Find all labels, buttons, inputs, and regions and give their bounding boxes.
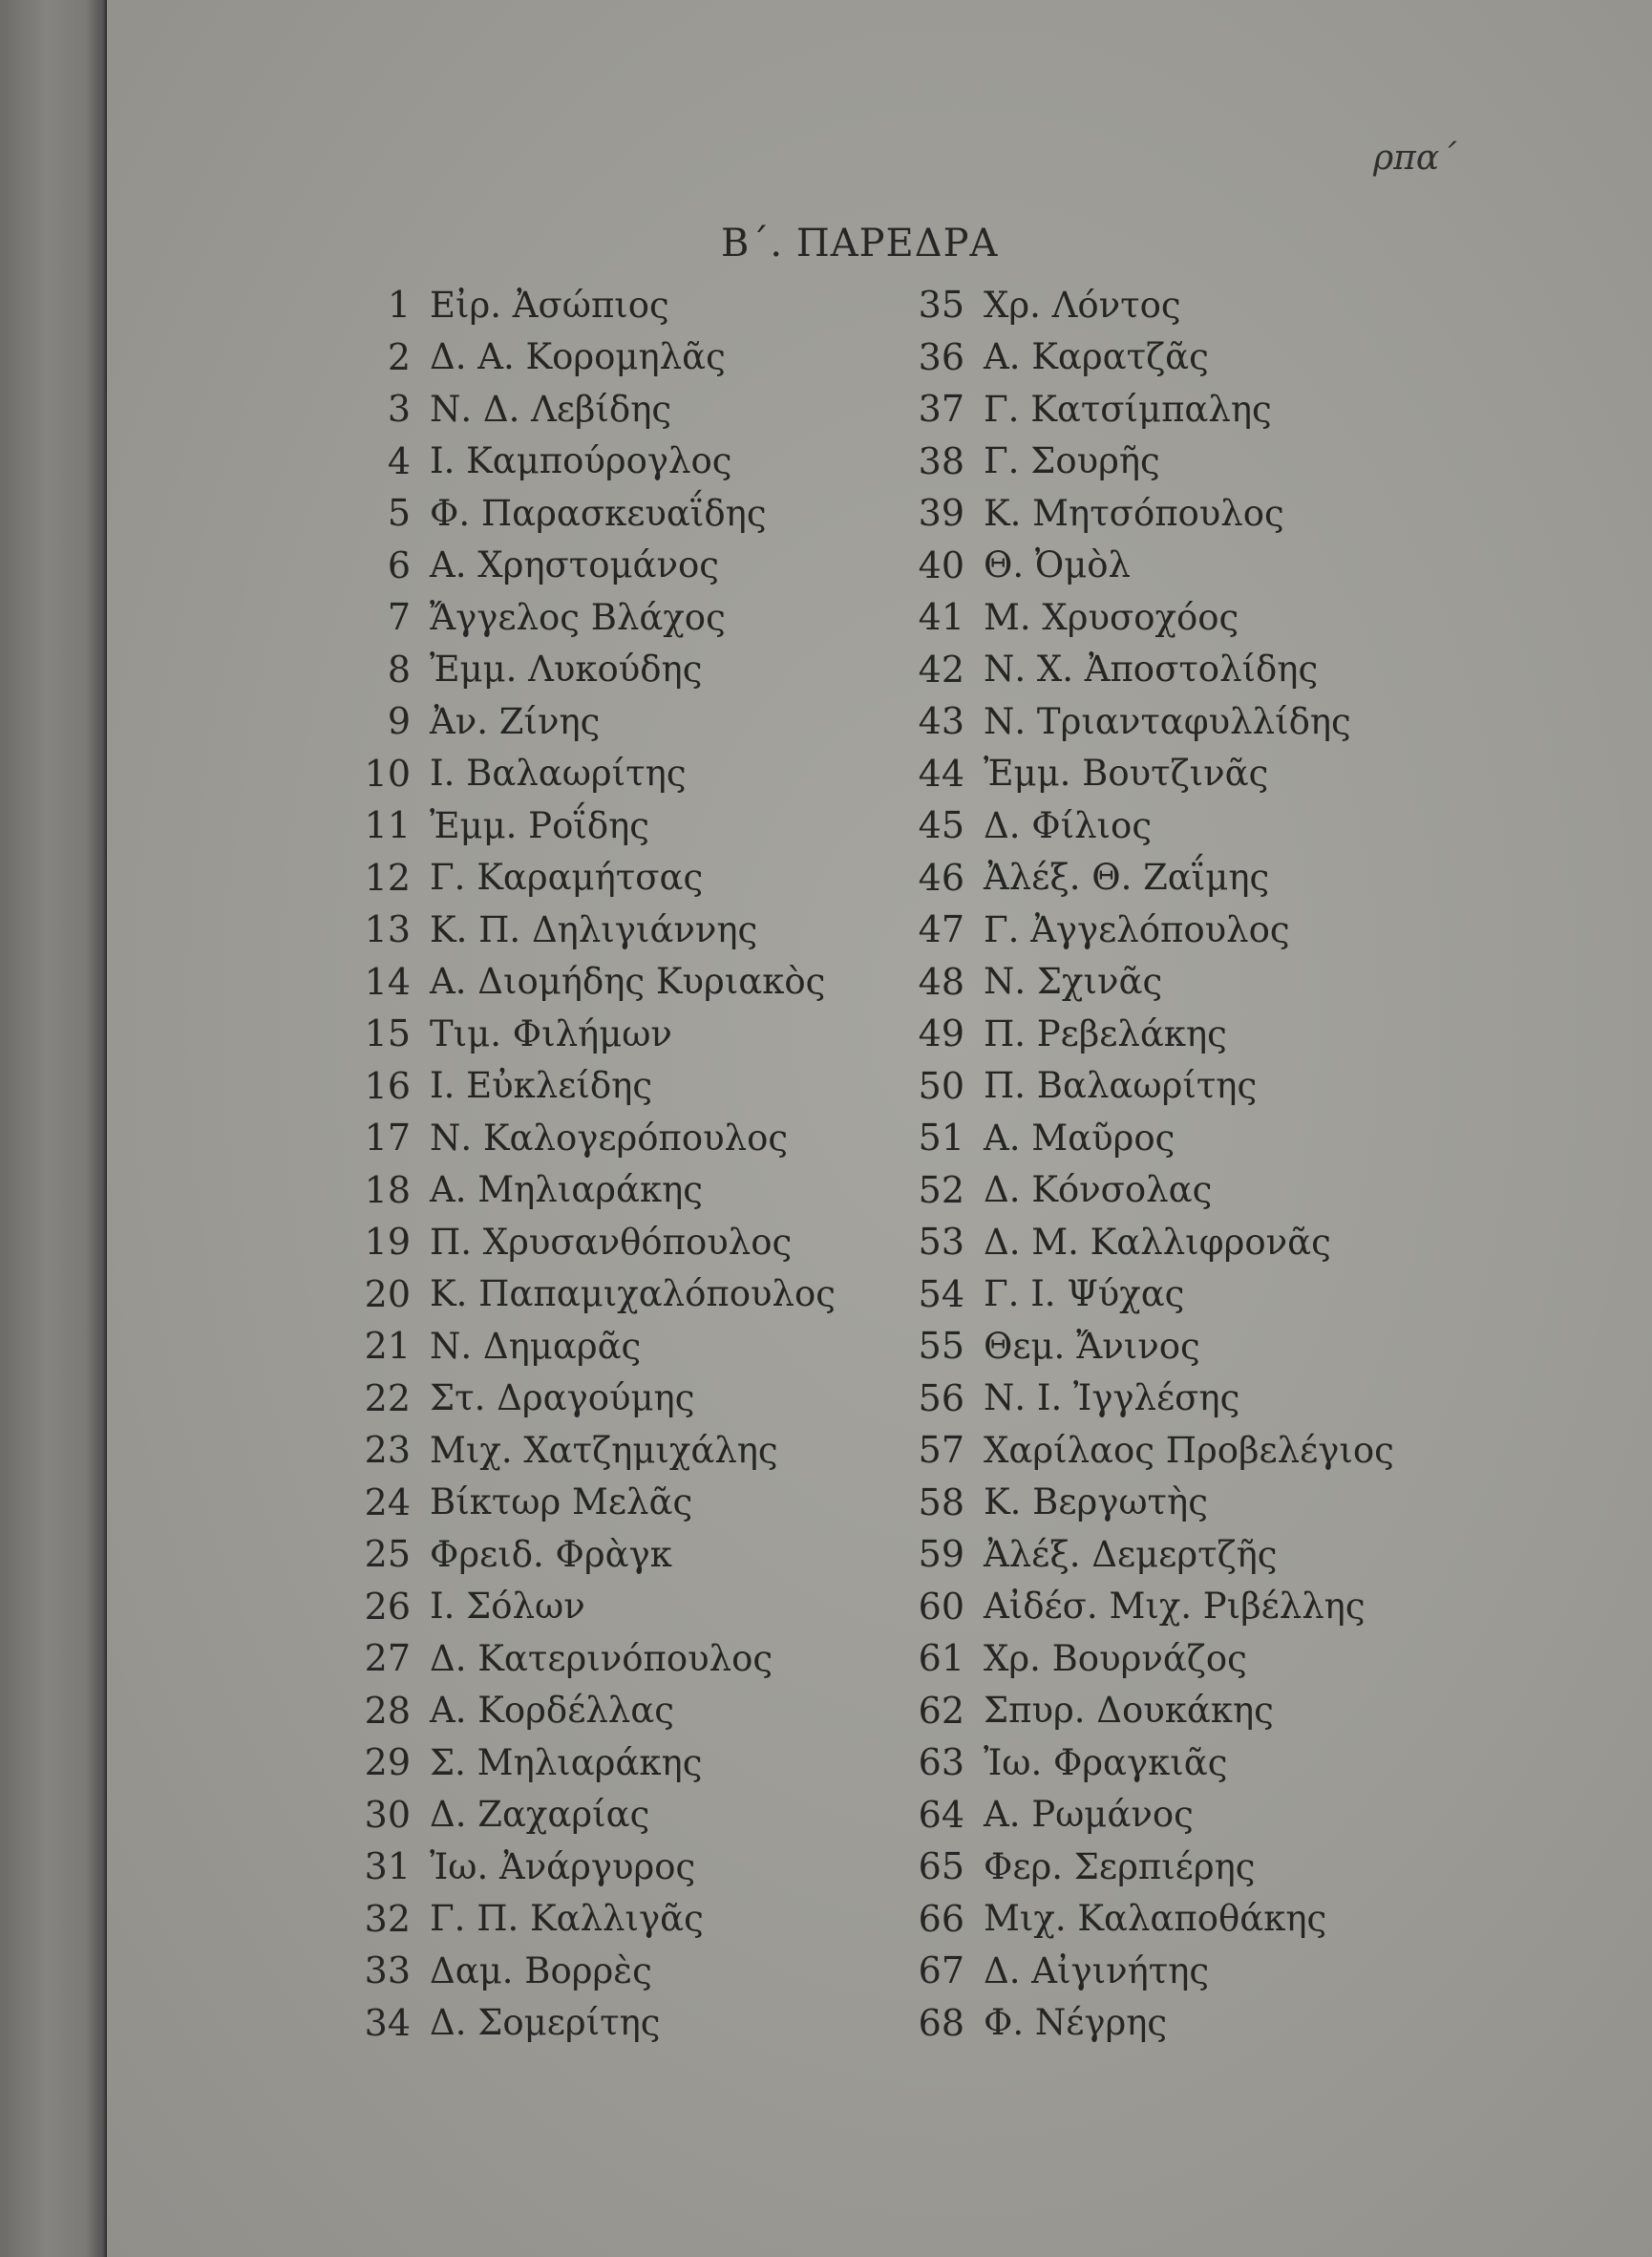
list-item <box>898 487 1394 540</box>
entry-name: Βίκτωρ Μελᾶς <box>430 1481 693 1523</box>
list-item <box>898 904 1394 956</box>
list-item <box>344 1112 836 1164</box>
entry-name: Ν. Τριανταφυλλίδης <box>984 700 1351 742</box>
entry-number: 62 <box>918 1689 964 1732</box>
list-item <box>898 1841 1394 1893</box>
list-item <box>344 1893 836 1946</box>
entry-number: 47 <box>918 908 964 951</box>
entry-number: 55 <box>918 1325 964 1368</box>
entry-name: Π. Χρυσανθόπουλος <box>430 1221 793 1263</box>
entry-name: Στ. Δραγούμης <box>430 1377 695 1419</box>
entry-number: 9 <box>387 700 411 743</box>
entry-name: Α. Διομήδης Κυριακὸς <box>430 961 826 1003</box>
list-item <box>898 1060 1394 1113</box>
entry-name: Γ. Ι. Ψύχας <box>984 1273 1185 1315</box>
entry-number: 46 <box>918 856 964 899</box>
entry-number: 4 <box>387 439 411 482</box>
entry-number: 17 <box>364 1117 411 1160</box>
list-item <box>898 1008 1394 1060</box>
list-item <box>344 1216 836 1268</box>
entry-name: Α. Κορδέλλας <box>430 1690 674 1732</box>
entry-name: Γ. Π. Καλλιγᾶς <box>430 1898 704 1940</box>
entry-number: 11 <box>364 804 411 847</box>
entry-name: Γ. Καραμήτσας <box>430 857 704 899</box>
list-item <box>898 1685 1394 1737</box>
entry-name: Ι. Σόλων <box>430 1586 585 1628</box>
entry-number: 65 <box>918 1845 964 1888</box>
entry-number: 16 <box>364 1064 411 1107</box>
list-item <box>344 1528 836 1581</box>
list-item <box>898 852 1394 905</box>
entry-number: 26 <box>364 1585 411 1628</box>
list-item <box>344 279 836 331</box>
list-item <box>344 1685 836 1737</box>
entry-name: Ν. Δημαρᾶς <box>430 1325 642 1367</box>
entry-number: 66 <box>918 1897 964 1940</box>
entry-name: Κ. Παπαμιχαλόπουλος <box>430 1273 836 1315</box>
entry-number: 22 <box>364 1376 411 1419</box>
list-item <box>898 540 1394 592</box>
list-item <box>344 1424 836 1477</box>
entry-name: Δ. Α. Κορομηλᾶς <box>430 336 726 378</box>
list-item <box>898 279 1394 331</box>
entry-number: 40 <box>918 543 964 586</box>
list-item <box>898 1373 1394 1425</box>
entry-name: Θεμ. Ἄνινος <box>984 1325 1200 1367</box>
entry-number: 20 <box>364 1272 411 1315</box>
list-item <box>898 1216 1394 1268</box>
entry-number: 12 <box>364 856 411 899</box>
book-spine-edge <box>0 0 107 2257</box>
entry-number: 36 <box>918 335 964 378</box>
entry-name: Δ. Μ. Καλλιφρονᾶς <box>984 1221 1331 1263</box>
left-column-list <box>344 279 836 2049</box>
list-item <box>898 1112 1394 1164</box>
list-item <box>898 956 1394 1009</box>
entry-name: Δ. Ζαχαρίας <box>430 1794 650 1836</box>
list-item <box>344 904 836 956</box>
entry-name: Εἰρ. Ἀσώπιος <box>430 284 669 326</box>
entry-number: 54 <box>918 1272 964 1315</box>
entry-name: Π. Βαλαωρίτης <box>984 1065 1258 1107</box>
list-item <box>898 1997 1394 2050</box>
list-item <box>344 1997 836 2050</box>
entry-number: 37 <box>918 388 964 431</box>
entry-number: 63 <box>918 1741 964 1784</box>
list-item <box>898 799 1394 852</box>
entry-number: 23 <box>364 1429 411 1472</box>
list-item <box>344 1789 836 1842</box>
list-item <box>344 487 836 540</box>
list-item <box>898 383 1394 436</box>
entry-name: Φ. Παρασκευαΐδης <box>430 492 767 534</box>
entry-number: 38 <box>918 439 964 482</box>
entry-name: Σ. Μηλιαράκης <box>430 1741 703 1783</box>
entry-number: 24 <box>364 1480 411 1523</box>
list-item <box>344 1945 836 1997</box>
entry-name: Ἀν. Ζίνης <box>430 700 601 742</box>
list-item <box>344 1477 836 1529</box>
entry-name: Χαρίλαος Προβελέγιος <box>984 1429 1394 1471</box>
entry-name: Μιχ. Καλαποθάκης <box>984 1898 1327 1940</box>
entry-number: 61 <box>918 1637 964 1680</box>
list-item <box>898 1893 1394 1946</box>
entry-number: 59 <box>918 1533 964 1576</box>
list-item <box>898 1477 1394 1529</box>
right-column-list <box>898 279 1394 2049</box>
entry-name: Ι. Καμπούρογλος <box>430 440 732 482</box>
entry-number: 32 <box>364 1897 411 1940</box>
list-item <box>898 1945 1394 1997</box>
entry-name: Κ. Μητσόπουλος <box>984 492 1284 534</box>
entry-name: Ἀλέξ. Δεμερτζῆς <box>984 1533 1278 1575</box>
list-item <box>898 1424 1394 1477</box>
entry-number: 2 <box>387 335 411 378</box>
entry-name: Ι. Βαλαωρίτης <box>430 753 687 795</box>
entry-name: Δ. Σομερίτης <box>430 2002 661 2044</box>
entry-name: Ν. Δ. Λεβίδης <box>430 388 672 430</box>
list-item <box>898 1164 1394 1217</box>
entry-number: 68 <box>918 2001 964 2044</box>
entry-number: 31 <box>364 1845 411 1888</box>
entry-number: 35 <box>918 284 964 327</box>
list-item <box>344 1060 836 1113</box>
entry-number: 39 <box>918 492 964 535</box>
list-item <box>898 1581 1394 1633</box>
entry-number: 52 <box>918 1168 964 1211</box>
entry-number: 60 <box>918 1585 964 1628</box>
entry-name: Α. Μηλιαράκης <box>430 1169 703 1211</box>
entry-number: 1 <box>387 284 411 327</box>
entry-name: Δ. Αἰγινήτης <box>984 1949 1210 1991</box>
entry-number: 14 <box>364 960 411 1003</box>
list-item <box>344 1320 836 1373</box>
entry-name: Δ. Φίλιος <box>984 804 1153 846</box>
entry-name: Γ. Σουρῆς <box>984 440 1160 482</box>
entry-number: 15 <box>364 1012 411 1055</box>
list-item <box>898 644 1394 696</box>
list-item <box>344 591 836 644</box>
list-item <box>344 1373 836 1425</box>
entry-name: Δαμ. Βορρὲς <box>430 1949 652 1991</box>
entry-name: Ἀλέξ. Θ. Ζαΐμης <box>984 857 1270 899</box>
entry-number: 34 <box>364 2001 411 2044</box>
entry-number: 49 <box>918 1012 964 1055</box>
entry-number: 21 <box>364 1325 411 1368</box>
entry-name: Α. Χρηστομάνος <box>430 544 720 586</box>
entry-number: 25 <box>364 1533 411 1576</box>
entry-name: Ἐμμ. Βουτζινᾶς <box>984 753 1269 795</box>
list-item <box>344 799 836 852</box>
list-item <box>898 1528 1394 1581</box>
entry-name: Α. Ρωμάνος <box>984 1794 1194 1836</box>
entry-name: Ν. Σχινᾶς <box>984 961 1163 1003</box>
entry-number: 27 <box>364 1637 411 1680</box>
list-item <box>344 1736 836 1789</box>
entry-number: 64 <box>918 1793 964 1836</box>
entry-number: 13 <box>364 908 411 951</box>
entry-number: 51 <box>918 1117 964 1160</box>
entry-number: 43 <box>918 700 964 743</box>
entry-name: Γ. Ἀγγελόπουλος <box>984 908 1290 950</box>
entry-name: Φ. Νέγρης <box>984 2002 1168 2044</box>
entry-number: 67 <box>918 1949 964 1992</box>
list-item <box>898 695 1394 748</box>
list-item <box>898 1789 1394 1842</box>
list-item <box>344 852 836 905</box>
entry-number: 29 <box>364 1741 411 1784</box>
entry-name: Μιχ. Χατζημιχάλης <box>430 1429 778 1471</box>
entry-name: Ἐμμ. Ροΐδης <box>430 804 650 846</box>
entry-name: Σπυρ. Δουκάκης <box>984 1690 1274 1732</box>
entry-number: 6 <box>387 543 411 586</box>
entry-number: 50 <box>918 1064 964 1107</box>
entry-name: Ι. Εὐκλείδης <box>430 1065 653 1107</box>
list-item <box>344 695 836 748</box>
entry-name: Ν. Χ. Ἀποστολίδης <box>984 649 1319 691</box>
entry-name: Κ. Βεργωτὴς <box>984 1481 1208 1523</box>
entry-number: 18 <box>364 1168 411 1211</box>
entry-name: Ἰω. Φραγκιᾶς <box>984 1741 1228 1783</box>
entry-name: Π. Ρεβελάκης <box>984 1012 1227 1054</box>
list-item <box>344 436 836 488</box>
entry-number: 57 <box>918 1429 964 1472</box>
list-item <box>898 1320 1394 1373</box>
list-item <box>898 748 1394 800</box>
entry-number: 10 <box>364 752 411 795</box>
entry-name: Αἰδέσ. Μιχ. Ριβέλλης <box>984 1586 1366 1628</box>
entry-name: Φερ. Σερπιέρης <box>984 1845 1256 1887</box>
entry-number: 5 <box>387 492 411 535</box>
entry-name: Δ. Κόνσολας <box>984 1169 1213 1211</box>
list-item <box>344 1008 836 1060</box>
entry-name: Κ. Π. Δηλιγιάννης <box>430 908 758 950</box>
entry-number: 45 <box>918 804 964 847</box>
entry-number: 7 <box>387 596 411 639</box>
entry-number: 33 <box>364 1949 411 1992</box>
entry-number: 41 <box>918 596 964 639</box>
entry-name: Α. Μαῦρος <box>984 1117 1175 1159</box>
list-item <box>344 644 836 696</box>
entry-number: 56 <box>918 1376 964 1419</box>
page <box>107 0 1652 2257</box>
entry-name: Α. Καρατζᾶς <box>984 336 1209 378</box>
entry-name: Τιμ. Φιλήμων <box>430 1012 672 1054</box>
list-item <box>344 748 836 800</box>
section-heading: Β΄. ΠΑΡΕΔΡΑ <box>721 222 999 266</box>
list-item <box>344 540 836 592</box>
entry-number: 30 <box>364 1793 411 1836</box>
entry-number: 53 <box>918 1221 964 1264</box>
entry-number: 3 <box>387 388 411 431</box>
entry-number: 58 <box>918 1480 964 1523</box>
list-item <box>344 1841 836 1893</box>
list-item <box>344 1268 836 1321</box>
entry-name: Θ. Ὀμὸλ <box>984 544 1131 586</box>
list-item <box>344 1581 836 1633</box>
entry-number: 8 <box>387 648 411 691</box>
list-item <box>898 436 1394 488</box>
entry-number: 42 <box>918 648 964 691</box>
entry-name: Ἰω. Ἀνάργυρος <box>430 1845 696 1887</box>
list-item <box>898 1268 1394 1321</box>
list-item <box>344 331 836 384</box>
list-item <box>344 956 836 1009</box>
entry-name: Ν. Ι. Ἰγγλέσης <box>984 1377 1240 1419</box>
list-item <box>344 1632 836 1685</box>
entry-number: 19 <box>364 1221 411 1264</box>
entry-number: 48 <box>918 960 964 1003</box>
list-item <box>898 331 1394 384</box>
list-item <box>344 383 836 436</box>
entry-name: Δ. Κατερινόπουλος <box>430 1637 773 1679</box>
entry-name: Χρ. Βουρνάζος <box>984 1637 1247 1679</box>
entry-name: Γ. Κατσίμπαλης <box>984 388 1272 430</box>
entry-name: Ν. Καλογερόπουλος <box>430 1117 789 1159</box>
entry-number: 44 <box>918 752 964 795</box>
entry-name: Ἐμμ. Λυκούδης <box>430 649 703 691</box>
entry-name: Μ. Χρυσοχόος <box>984 596 1239 638</box>
entry-number: 28 <box>364 1689 411 1732</box>
page-number: ρπα΄ <box>1373 138 1457 178</box>
entry-name: Ἄγγελος Βλάχος <box>430 596 726 638</box>
list-item <box>898 591 1394 644</box>
list-item <box>344 1164 836 1217</box>
list-item <box>898 1632 1394 1685</box>
entry-name: Φρειδ. Φρὰγκ <box>430 1533 672 1575</box>
entry-name: Χρ. Λόντος <box>984 284 1181 326</box>
list-item <box>898 1736 1394 1789</box>
